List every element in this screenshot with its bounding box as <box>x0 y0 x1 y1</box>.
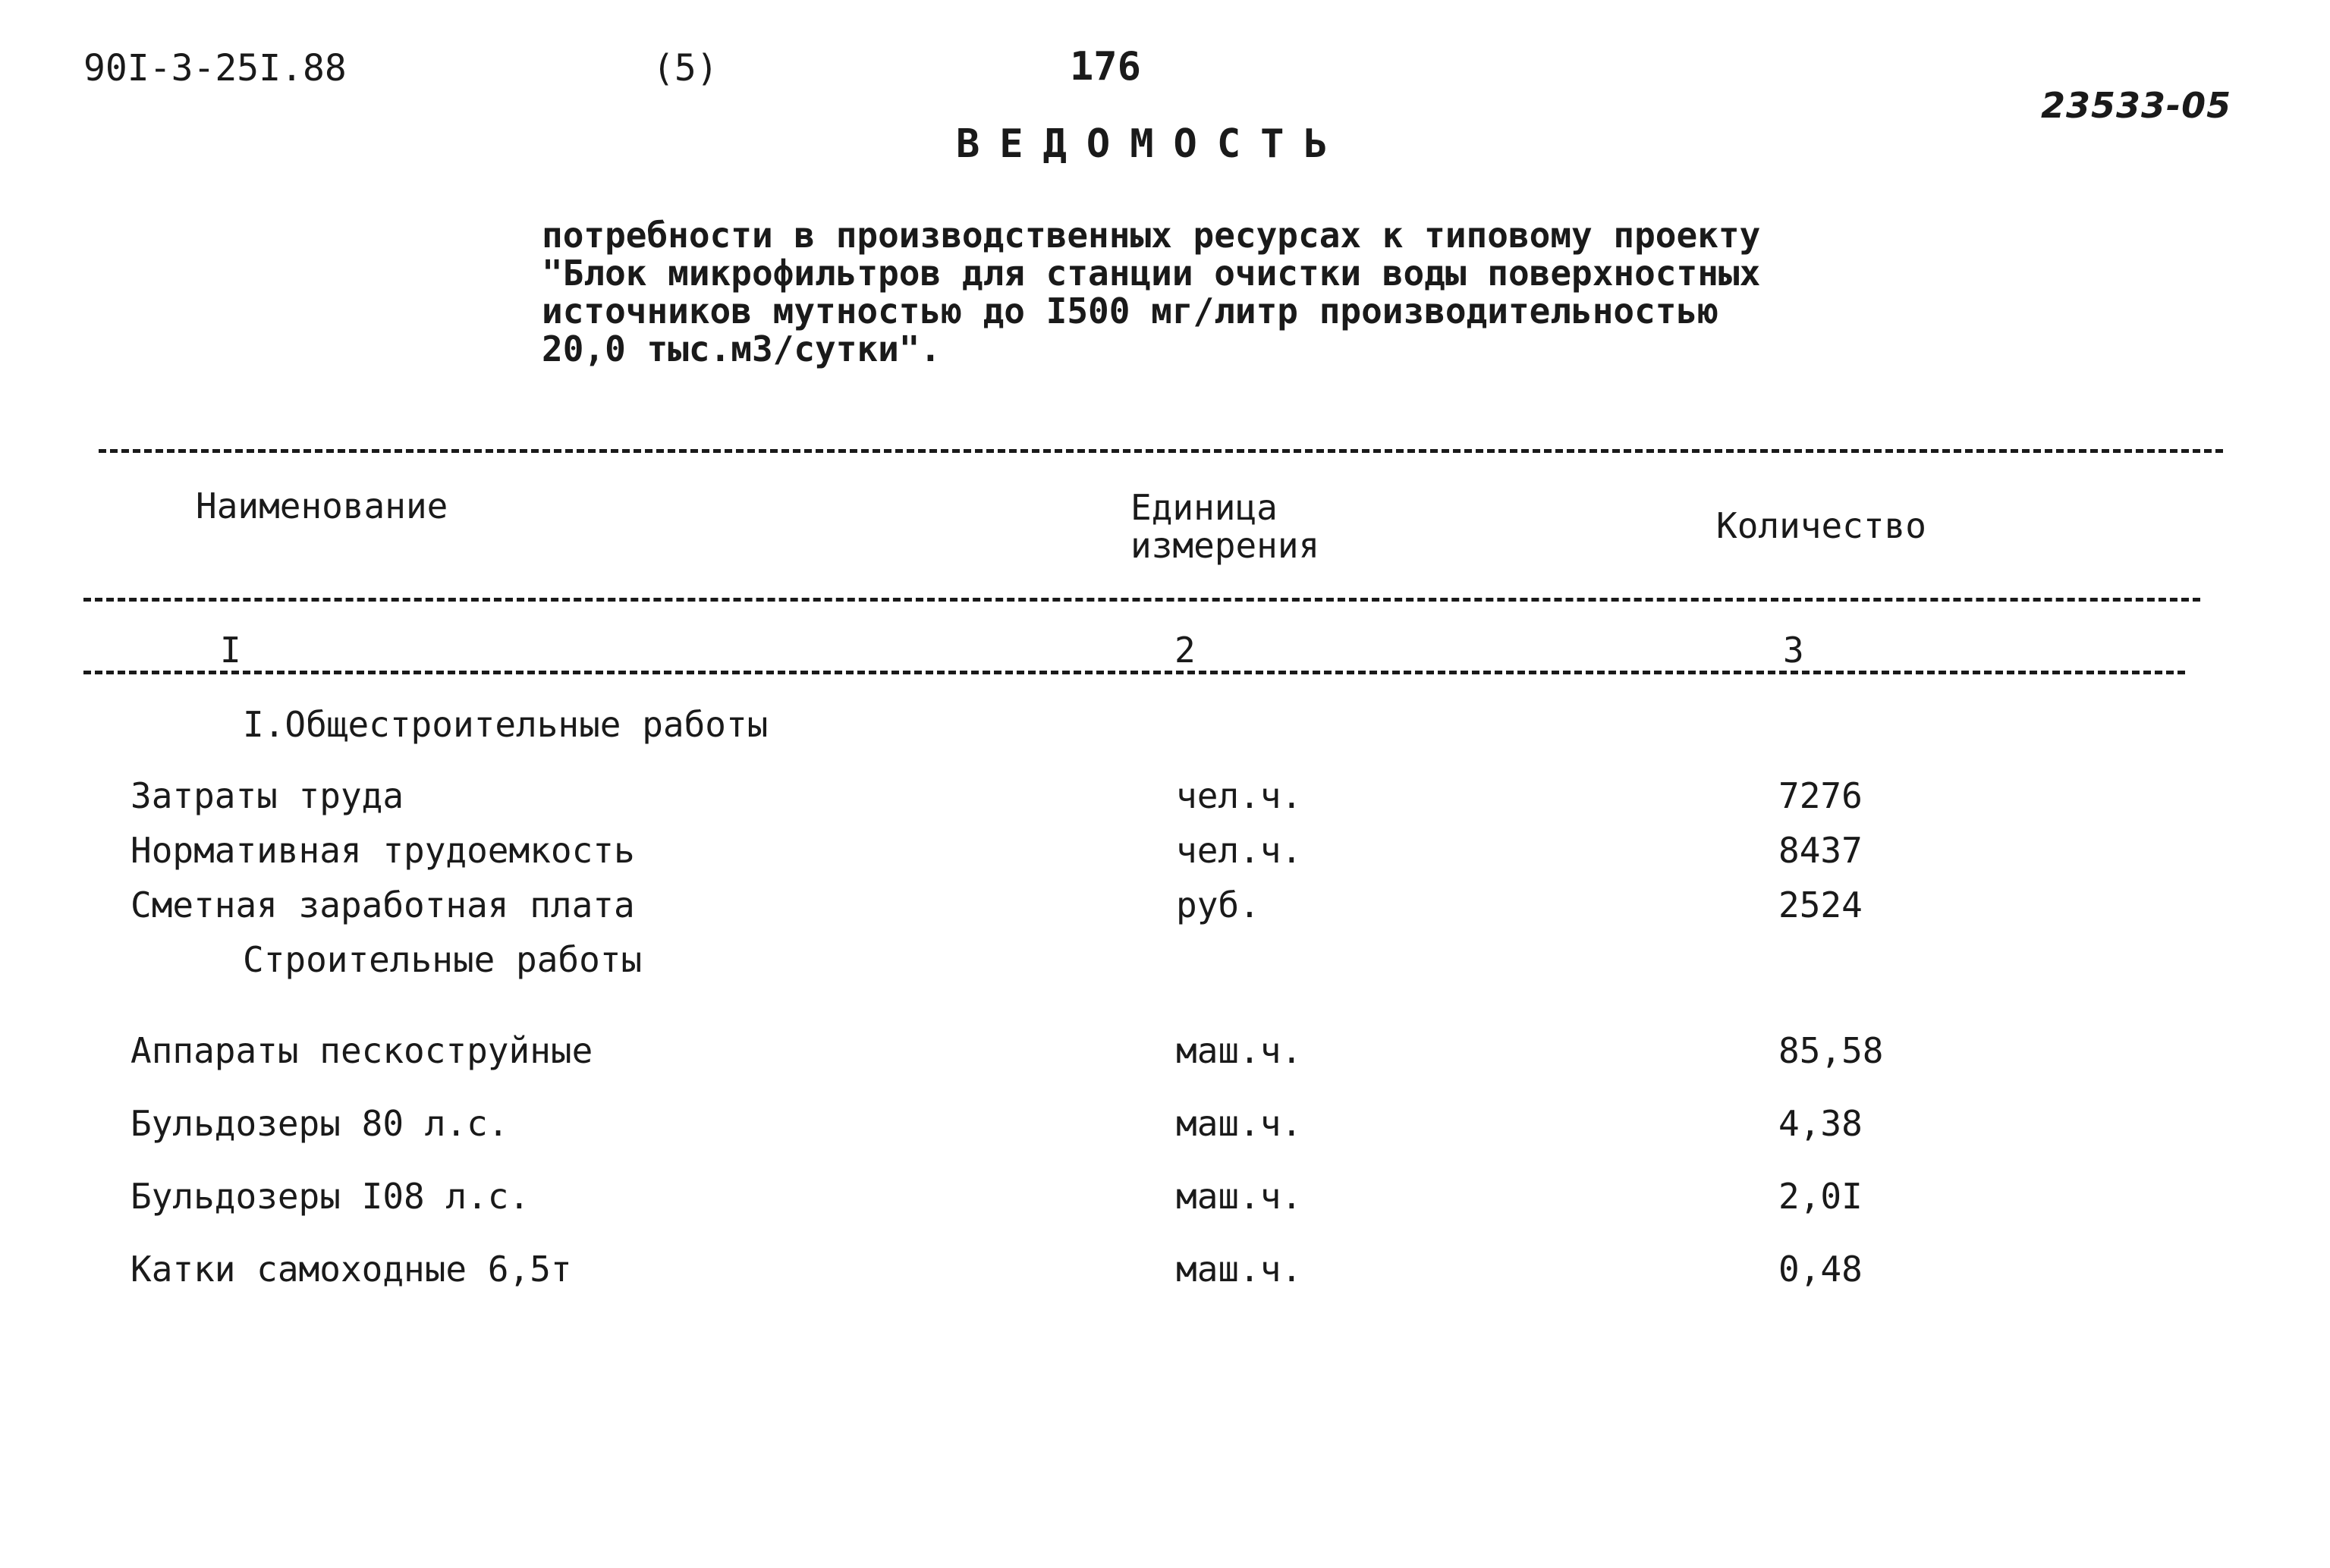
table-row-unit: чел.ч. <box>1176 775 1303 816</box>
table-row-qty: 8437 <box>1778 830 1863 871</box>
table-row-qty: 85,58 <box>1778 1030 1884 1071</box>
archive-stamp: 23533-05 <box>2041 85 2232 126</box>
table-row-qty: 2524 <box>1778 885 1863 925</box>
table-row-name: Бульдозеры 80 л.с. <box>130 1103 509 1144</box>
column-number-2: 2 <box>1174 630 1196 671</box>
table-row-qty: 4,38 <box>1778 1103 1863 1144</box>
column-number-1: I <box>220 630 241 671</box>
table-row-qty: 7276 <box>1778 775 1863 816</box>
table-row-unit: маш.ч. <box>1176 1030 1303 1071</box>
table-row-name: Сметная заработная плата <box>130 885 635 925</box>
column-numbers-rule <box>83 671 2185 674</box>
table-top-rule <box>99 449 2223 453</box>
document-title: ВЕДОМОСТЬ <box>956 121 1347 167</box>
column-header-qty: Количество <box>1716 505 1926 546</box>
subtitle-line: источников мутностью до I500 мг/литр производительностью <box>542 291 1718 332</box>
page-number: 176 <box>1070 44 1141 90</box>
table-row-unit: маш.ч. <box>1176 1103 1303 1144</box>
table-row-unit: чел.ч. <box>1176 830 1303 871</box>
table-row-name: Катки самоходные 6,5т <box>130 1249 572 1290</box>
table-row-name: Бульдозеры I08 л.с. <box>130 1176 530 1217</box>
column-number-3: 3 <box>1783 630 1804 671</box>
column-header-unit-line: Единица <box>1130 487 1278 528</box>
table-row-unit: руб. <box>1176 885 1260 925</box>
subsection-title: Строительные работы <box>243 939 643 980</box>
header-bottom-rule <box>83 598 2200 602</box>
document-subtitle <box>542 216 1760 368</box>
subtitle-line: "Блок микрофильтров для станции очистки воды поверхностных <box>542 253 1761 294</box>
subtitle-line: потребности в производственных ресурсах к типовому проекту <box>542 215 1761 256</box>
table-row-unit: маш.ч. <box>1176 1176 1303 1217</box>
table-row-name: Аппараты пескоструйные <box>130 1030 593 1071</box>
section-title: I.Общестроительные работы <box>243 704 769 745</box>
table-row-qty: 0,48 <box>1778 1249 1863 1290</box>
document-code: 90I-3-25I.88 <box>83 47 347 90</box>
table-row-name: Затраты труда <box>130 775 404 816</box>
subtitle-line: 20,0 тыс.м3/сутки". <box>542 328 942 369</box>
column-header-name: Наименование <box>196 485 448 526</box>
column-header-unit-line: измерения <box>1130 525 1320 566</box>
sheet-marker: (5) <box>652 47 718 90</box>
table-row-qty: 2,0I <box>1778 1176 1863 1217</box>
table-row-unit: маш.ч. <box>1176 1249 1303 1290</box>
table-row-name: Нормативная трудоемкость <box>130 830 635 871</box>
column-header-unit <box>1130 489 1319 564</box>
